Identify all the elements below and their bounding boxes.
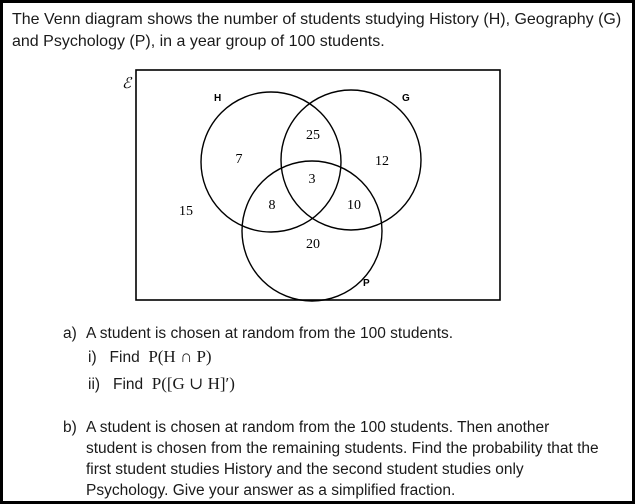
- part-i-text: Find: [109, 349, 140, 366]
- universal-set-symbol: ℰ: [122, 76, 132, 92]
- set-label-h: H: [214, 93, 222, 104]
- region-g-only-value: 12: [375, 154, 389, 169]
- part-ii-label: ii): [88, 376, 101, 393]
- question-b-line-2: student is chosen from the remaining students. Find the probability that the: [86, 440, 599, 457]
- region-all-three-value: 3: [308, 172, 316, 187]
- part-ii-text: Find: [112, 376, 144, 393]
- region-p-only-value: 20: [306, 237, 320, 252]
- question-b-label: b): [63, 419, 77, 436]
- question-b-line-3: first student studies History and the second student studies only: [86, 461, 524, 478]
- question-intro: The Venn diagram shows the number of students studying History (H), Geography (G) and Psychology (P), in a year group of 100 students.: [12, 11, 622, 50]
- region-outside-value: 15: [179, 204, 193, 219]
- question-a-label: a): [63, 325, 77, 342]
- set-label-g: G: [402, 93, 410, 104]
- question-a-text: A student is chosen at random from the 100 students.: [86, 325, 454, 342]
- part-i-expression: P(H ∩ P): [148, 347, 212, 366]
- region-g-and-p-value: 10: [347, 198, 361, 213]
- region-h-only-value: 7: [235, 152, 243, 167]
- question-b-line-4: Psychology. Give your answer as a simplified fraction.: [86, 482, 456, 499]
- question-b-line-1: A student is chosen at random from the 100 students. Then another: [86, 419, 550, 436]
- universal-set-box: [136, 70, 500, 300]
- region-h-and-g-value: 25: [306, 128, 320, 143]
- region-h-and-p-value: 8: [268, 198, 276, 213]
- part-i-label: i): [88, 349, 97, 366]
- part-ii-expression: P([G ∪ H]′): [151, 374, 235, 393]
- set-label-p: P: [363, 278, 370, 289]
- question-a-part-ii: [88, 373, 235, 395]
- question-a-part-i: [88, 346, 212, 368]
